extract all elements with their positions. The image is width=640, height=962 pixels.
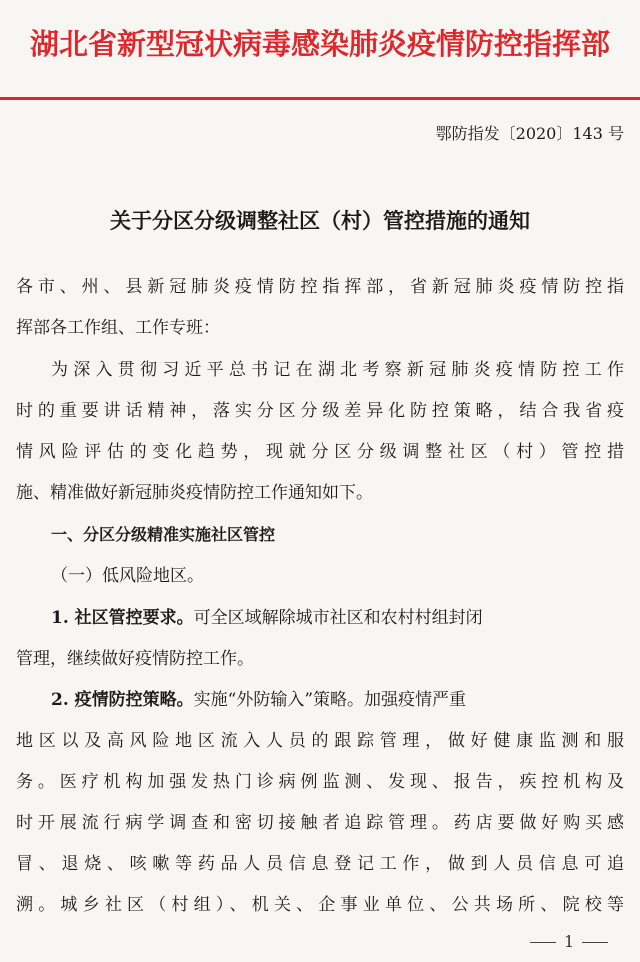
body-line: 务。医疗机构加强发热门诊病例监测、发现、报告，疾控机构及: [16, 772, 624, 792]
body-line: 溯。城乡社区（村组）、机关、企事业单位、公共场所、院校等: [16, 895, 624, 915]
body-line: 地区以及高风险地区流入人员的跟踪管理，做好健康监测和服: [16, 731, 624, 751]
item-1-text: 可全区域解除城市社区和农村村组封闭: [193, 608, 483, 628]
body-line-item-2: [51, 690, 624, 710]
issuer-header-title: 湖北省新型冠状病毒感染肺炎疫情防控指挥部: [29, 27, 610, 61]
body-line: 情风险评估的变化趋势，现就分区分级调整社区（村）管控措: [16, 442, 624, 462]
body-line-item-1: [51, 608, 624, 628]
section-heading: 一、分区分级精准实施社区管控: [51, 525, 276, 544]
item-2-text: 实施“外防输入”策略。加强疫情严重: [193, 690, 467, 710]
item-1-heading: 1. 社区管控要求。: [51, 608, 194, 628]
body-line: 挥部各工作组、工作专班：: [16, 318, 220, 338]
document-number: 鄂防指发〔2020〕143 号: [435, 124, 624, 143]
body-line: 管理，继续做好疫情防控工作。: [16, 649, 254, 669]
body-line: 各市、州、县新冠肺炎疫情防控指挥部，省新冠肺炎疫情防控指: [16, 277, 624, 297]
subsection-heading: （一）低风险地区。: [51, 566, 204, 586]
body-line: 时的重要讲话精神，落实分区分级差异化防控策略，结合我省疫: [16, 401, 624, 421]
page-number-value: 1: [564, 932, 575, 951]
red-divider-line: [0, 97, 640, 100]
body-line: 时开展流行病学调查和密切接触者追踪管理。药店要做好购买感: [16, 813, 624, 833]
body-line: 为深入贯彻习近平总书记在湖北考察新冠肺炎疫情防控工作: [51, 360, 624, 380]
item-2-heading: 2. 疫情防控策略。: [51, 690, 194, 710]
body-line: 施、精准做好新冠肺炎疫情防控工作通知如下。: [16, 483, 373, 503]
body-line: 冒、退烧、咳嗽等药品人员信息登记工作，做到人员信息可追: [16, 854, 624, 874]
notice-title: 关于分区分级调整社区（村）管控措施的通知: [110, 208, 530, 233]
dash-right: [582, 942, 608, 943]
dash-left: [530, 942, 556, 943]
page-number: [522, 932, 616, 951]
